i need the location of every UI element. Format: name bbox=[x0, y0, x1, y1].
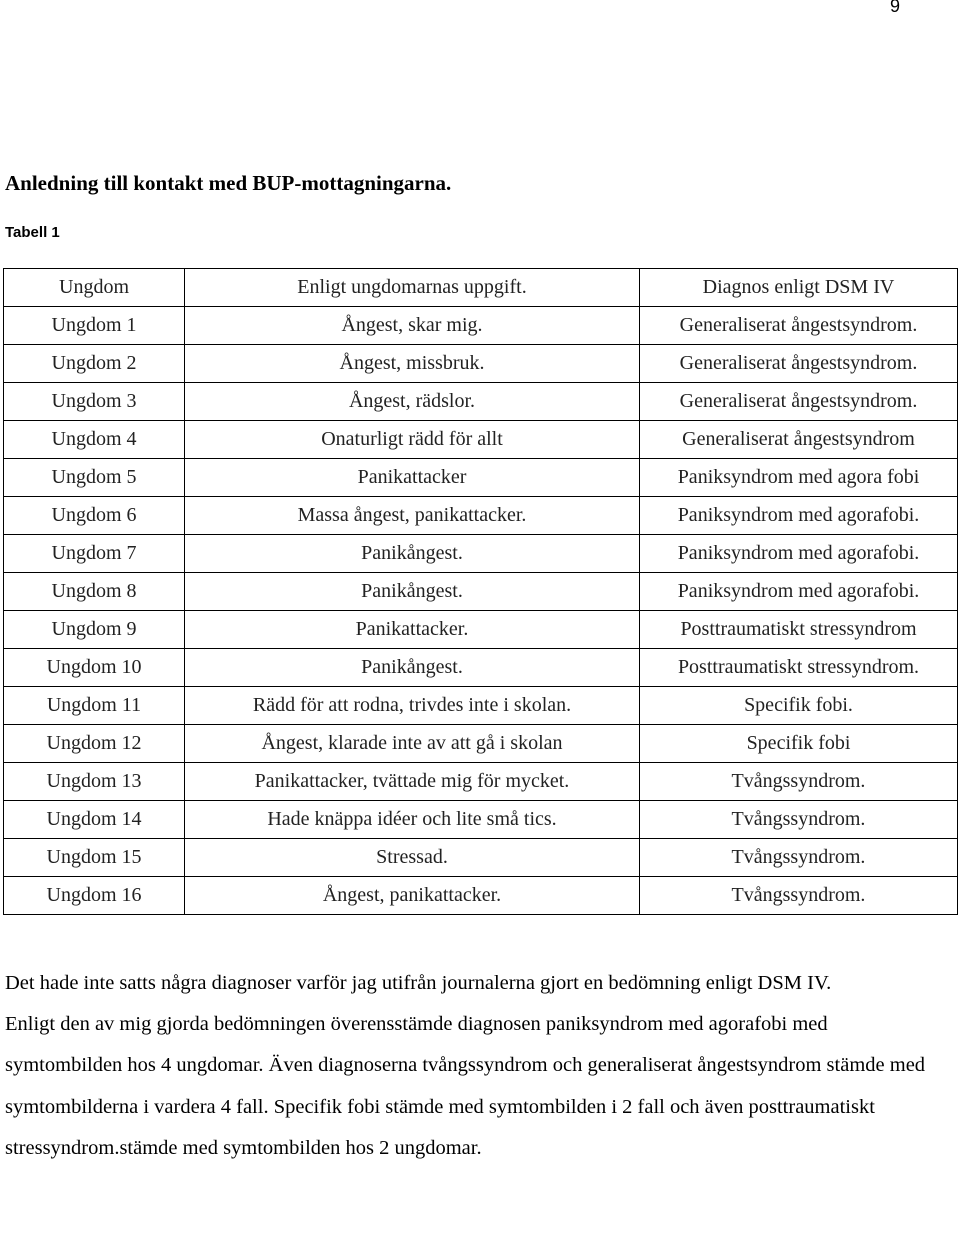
diagnosis-cell: Specifik fobi. bbox=[640, 687, 958, 725]
reported-reason-cell: Onaturligt rädd för allt bbox=[185, 421, 640, 459]
table-caption: Tabell 1 bbox=[5, 224, 60, 241]
reported-reason-cell: Panikattacker. bbox=[185, 611, 640, 649]
table-row bbox=[4, 877, 958, 915]
table-row bbox=[4, 573, 958, 611]
table-row bbox=[4, 459, 958, 497]
reported-reason-cell: Massa ångest, panikattacker. bbox=[185, 497, 640, 535]
youth-cell: Ungdom 9 bbox=[4, 611, 185, 649]
reported-reason-cell: Stressad. bbox=[185, 839, 640, 877]
diagnosis-table bbox=[3, 268, 958, 915]
body-text bbox=[5, 963, 950, 1169]
diagnosis-cell: Generaliserat ångestsyndrom. bbox=[640, 345, 958, 383]
table-row bbox=[4, 345, 958, 383]
reported-reason-cell: Panikångest. bbox=[185, 573, 640, 611]
diagnosis-cell: Specifik fobi bbox=[640, 725, 958, 763]
youth-cell: Ungdom 10 bbox=[4, 649, 185, 687]
page-number: 9 bbox=[889, 0, 900, 16]
table-row bbox=[4, 649, 958, 687]
reported-reason-cell: Rädd för att rodna, trivdes inte i skolan. bbox=[185, 687, 640, 725]
youth-cell: Ungdom 2 bbox=[4, 345, 185, 383]
diagnosis-cell: Paniksyndrom med agorafobi. bbox=[640, 573, 958, 611]
youth-cell: Ungdom 8 bbox=[4, 573, 185, 611]
diagnosis-cell: Tvångssyndrom. bbox=[640, 801, 958, 839]
table-row bbox=[4, 611, 958, 649]
header-cell-reported-reason: Enligt ungdomarnas uppgift. bbox=[185, 269, 640, 307]
diagnosis-cell: Paniksyndrom med agorafobi. bbox=[640, 535, 958, 573]
table-row bbox=[4, 307, 958, 345]
reported-reason-cell: Ångest, rädslor. bbox=[185, 383, 640, 421]
diagnosis-cell: Generaliserat ångestsyndrom bbox=[640, 421, 958, 459]
reported-reason-cell: Panikångest. bbox=[185, 649, 640, 687]
table-row bbox=[4, 535, 958, 573]
youth-cell: Ungdom 16 bbox=[4, 877, 185, 915]
reported-reason-cell: Ångest, klarade inte av att gå i skolan bbox=[185, 725, 640, 763]
diagnosis-cell: Posttraumatiskt stressyndrom. bbox=[640, 649, 958, 687]
reported-reason-cell: Ångest, panikattacker. bbox=[185, 877, 640, 915]
diagnosis-cell: Paniksyndrom med agorafobi. bbox=[640, 497, 958, 535]
reported-reason-cell: Hade knäppa idéer och lite små tics. bbox=[185, 801, 640, 839]
table-header-row bbox=[4, 269, 958, 307]
table-row bbox=[4, 687, 958, 725]
youth-cell: Ungdom 7 bbox=[4, 535, 185, 573]
youth-cell: Ungdom 6 bbox=[4, 497, 185, 535]
youth-cell: Ungdom 1 bbox=[4, 307, 185, 345]
reported-reason-cell: Panikångest. bbox=[185, 535, 640, 573]
table-row bbox=[4, 801, 958, 839]
youth-cell: Ungdom 3 bbox=[4, 383, 185, 421]
header-cell-diagnosis: Diagnos enligt DSM IV bbox=[640, 269, 958, 307]
diagnosis-cell: Tvångssyndrom. bbox=[640, 877, 958, 915]
youth-cell: Ungdom 14 bbox=[4, 801, 185, 839]
table-row bbox=[4, 839, 958, 877]
youth-cell: Ungdom 5 bbox=[4, 459, 185, 497]
table-row bbox=[4, 725, 958, 763]
table-row bbox=[4, 421, 958, 459]
table-row bbox=[4, 383, 958, 421]
paragraph-1: Det hade inte satts några diagnoser varför jag utifrån journalerna gjort en bedömning enligt DSM IV. bbox=[5, 972, 832, 994]
youth-cell: Ungdom 12 bbox=[4, 725, 185, 763]
diagnosis-cell: Posttraumatiskt stressyndrom bbox=[640, 611, 958, 649]
header-cell-youth: Ungdom bbox=[4, 269, 185, 307]
reported-reason-cell: Panikattacker bbox=[185, 459, 640, 497]
reported-reason-cell: Ångest, missbruk. bbox=[185, 345, 640, 383]
youth-cell: Ungdom 4 bbox=[4, 421, 185, 459]
table-row bbox=[4, 497, 958, 535]
diagnosis-cell: Tvångssyndrom. bbox=[640, 839, 958, 877]
diagnosis-cell: Generaliserat ångestsyndrom. bbox=[640, 383, 958, 421]
diagnosis-cell: Tvångssyndrom. bbox=[640, 763, 958, 801]
paragraph-2: Enligt den av mig gjorda bedömningen överensstämde diagnosen paniksyndrom med agorafobi med symtombilden hos 4 ungdomar. Även diagnoserna tvångssyndrom och generaliserat ångestsyndrom stämde med symtombilderna i vardera 4 fall. Specifik fobi stämde med symtombilden i 2 fall och även posttraumatiskt stressyndrom.stämde med symtombilden hos 2 ungdomar. bbox=[5, 1013, 926, 1159]
section-heading: Anledning till kontakt med BUP-mottagningarna. bbox=[5, 171, 452, 195]
diagnosis-cell: Generaliserat ångestsyndrom. bbox=[640, 307, 958, 345]
table-row bbox=[4, 763, 958, 801]
youth-cell: Ungdom 15 bbox=[4, 839, 185, 877]
youth-cell: Ungdom 11 bbox=[4, 687, 185, 725]
reported-reason-cell: Ångest, skar mig. bbox=[185, 307, 640, 345]
reported-reason-cell: Panikattacker, tvättade mig för mycket. bbox=[185, 763, 640, 801]
youth-cell: Ungdom 13 bbox=[4, 763, 185, 801]
diagnosis-cell: Paniksyndrom med agora fobi bbox=[640, 459, 958, 497]
